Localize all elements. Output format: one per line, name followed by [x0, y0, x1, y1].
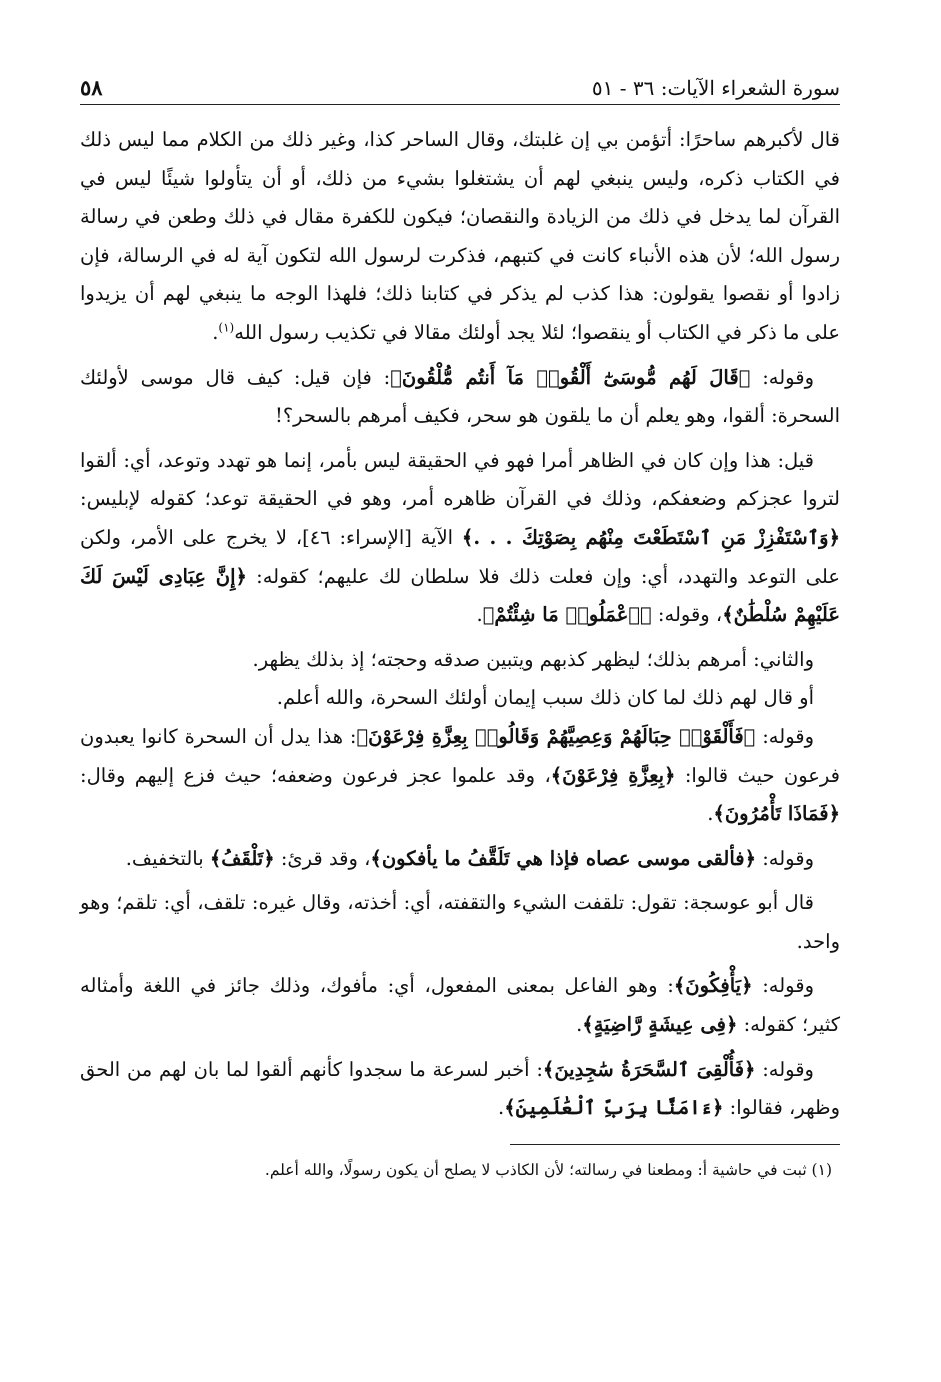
quran-quote: ﴿قَالَ لَهُم مُّوسَىٰٓ أَلْقُوا۟ مَآ أَنتُم مُّلْقُونَ﴾	[390, 365, 751, 389]
paragraph-7	[80, 840, 840, 879]
text-run: : أخبر لسرعة ما سجدوا كأنهم ألقوا لما بان لهم من الحق وظهر، فقالوا:	[80, 1057, 840, 1120]
paragraph-1-text: قال لأكبرهم ساحرًا: أتؤمن بي إن غلبتك، وقال الساحر كذا، وغير ذلك من الكلام مما ليس ذلك في الكتاب ذكره، وليس ينبغي لهم أن يشتغلوا بشيء من ذلك، أو أن يتأولوا شيئًا ليس في القرآن لما يدخل في ذلك من الزيادة والنقصان؛ فيكون للكفرة مقال في ذلك وطعن في رسالة رسول الله؛ لأن هذه الأنباء كانت في كتبهم، فذكرت لرسول الله لتكون آية له في الرسالة، فإن زادوا أو نقصوا يقولون: هذا كذب لم يذكر في كتابنا ذلك؛ فلهذا الوجه ما ينبغي لهم أن يزيدوا على ما ذكر في الكتاب أو ينقصوا؛ لئلا يجد أولئك مقالا في تكذيب رسول الله	[80, 128, 840, 344]
quran-quote: ﴿تَلْقَفُ﴾	[209, 846, 275, 870]
text-run: وقوله:	[750, 365, 814, 389]
page-header	[80, 48, 840, 100]
quran-quote: ﴿فَأُلْقِىَ ٱلسَّحَرَةُ سَٰجِدِينَ﴾	[542, 1057, 756, 1081]
page-number: ٥٨	[80, 75, 103, 100]
text-run: ، وقوله:	[651, 603, 723, 627]
text-run: : وهو الفاعل بمعنى المفعول، أي: مأفوك، وذلك جائز في اللغة وأمثاله كثير؛ كقوله:	[80, 974, 840, 1037]
quran-quote: ﴿ءَامَنَّا بِرَبِّ ٱلْعَٰلَمِينَ﴾	[504, 1096, 724, 1120]
text-run: .	[498, 1096, 505, 1120]
quran-quote: ﴿فألقى موسى عصاه فإذا هي تَلَقَّفُ ما يأفكون﴾	[370, 846, 757, 870]
text-run: : هذا يدل أن السحرة كانوا يعبدون فرعون حيث قالوا:	[80, 724, 840, 787]
paragraph-1: قال لأكبرهم ساحرًا: أتؤمن بي إن غلبتك، وقال الساحر كذا، وغير ذلك من الكلام مما ليس ذلك في الكتاب ذكره، وليس ينبغي لهم أن يشتغلوا بشيء من ذلك، أو أن يتأولوا شيئًا ليس في القرآن لما يدخل في ذلك من الزيادة والنقصان؛ فيكون للكفرة مقال في ذلك وطعن في رسالة رسول الله؛ لأن هذه الأنباء كانت في كتبهم، فذكرت لرسول الله لتكون آية له في الرسالة، فإن زادوا أو نقصوا يقولون: هذا كذب لم يذكر في كتابنا ذلك؛ فلهذا الوجه ما ينبغي لهم أن يزيدوا على ما ذكر في الكتاب أو ينقصوا؛ لئلا يجد أولئك مقالا في تكذيب رسول الله$^{(١)}$.	[80, 128, 840, 344]
paragraph-4: والثاني: أمرهم بذلك؛ ليظهر كذبهم ويتبين صدقه وحجته؛ إذ بذلك يظهر.	[252, 647, 814, 671]
quran-quote: ﴿بِعِزَّةِ فِرْعَوْنَ﴾	[550, 763, 676, 787]
paragraph-8: قال أبو عوسجة: تقول: تلقفت الشيء والتقفته، أي: أخذته، وقال غيره: تلقف، أي: تلقم؛ وهو واحد.	[80, 891, 840, 953]
quran-quote: ﴿وَٱسْتَفْزِزْ مَنِ ٱسْتَطَعْتَ مِنْهُم بِصَوْتِكَ . . .﴾	[461, 525, 841, 549]
text-run: وقوله:	[752, 974, 814, 998]
text-run: وقوله:	[756, 846, 814, 870]
text-run: : فإن قيل: كيف قال موسى لأولئك السحرة: ألقوا، وهو يعلم أن ما يلقون هو سحر، فكيف أمرهم بالسحر؟!	[80, 365, 840, 428]
footnote: (١) ثبت في حاشية أ: ومطعنا في رسالته؛ لأن الكاذب لا يصلح أن يكون رسولًا، والله أعلم.	[264, 1160, 832, 1179]
quran-quote: ﴿يَأْفِكُونَ﴾	[673, 974, 753, 998]
paragraph-9	[80, 967, 840, 1044]
paragraph-10	[80, 1051, 840, 1128]
footnote-rule	[510, 1144, 840, 1145]
quran-quote: ﴿إِنَّ عِبَادِى لَيْسَ لَكَ عَلَيْهِمْ سُلْطَٰنٌ﴾	[80, 564, 840, 627]
paragraph-3	[80, 442, 840, 635]
text-run: ، وقد قرئ:	[274, 846, 371, 870]
book-page	[80, 48, 840, 1185]
running-title: سورة الشعراء الآيات: ٣٦ - ٥١	[591, 76, 840, 100]
quran-quote: ﴿فَأَلْقَوْا۟ حِبَالَهُمْ وَعِصِيَّهُمْ وَقَالُوا۟ بِعِزَّةِ فِرْعَوْنَ﴾	[356, 724, 756, 748]
text-run: الآية [الإسراء: ٤٦]، لا يخرج على الأمر، ولكن على التوعد والتهدد، أي: وإن فعلت ذلك فلا سلطان لك عليهم؛ كقوله:	[80, 525, 840, 588]
text-run: بالتخفيف.	[125, 846, 210, 870]
text-run: ، وقد علموا عجز فرعون وضعفه؛ حيث فزع إليهم وقال:	[80, 763, 551, 787]
paragraph-5: أو قال لهم ذلك لما كان ذلك سبب إيمان أولئك السحرة، والله أعلم.	[276, 686, 814, 710]
paragraph-6	[80, 718, 840, 834]
quran-quote: ﴿ٱعْمَلُوا۟ مَا شِئْتُمْ﴾	[482, 603, 652, 627]
footnote-ref: (١)	[218, 320, 235, 335]
header-rule	[80, 104, 840, 105]
text-run: .	[707, 802, 714, 826]
quran-quote: ﴿فَمَاذَا تَأْمُرُونَ﴾	[713, 802, 840, 826]
paragraph-2	[80, 359, 840, 436]
text-run: وقوله:	[755, 724, 815, 748]
quran-quote: ﴿فِى عِيشَةٍ رَّاضِيَةٍ﴾	[582, 1013, 738, 1037]
text-run: .	[476, 603, 483, 627]
text-run: .	[576, 1013, 583, 1037]
text-run: وقوله:	[755, 1057, 814, 1081]
text-run: قيل: هذا وإن كان في الظاهر أمرا فهو في الحقيقة ليس بأمر، إنما هو تهدد وتوعد، أي: ألقوا لتروا عجزكم وضعفكم، وذلك في القرآن ظاهره أمر، وهو في الحقيقة توعد؛ كقوله لإبليس:	[80, 448, 840, 511]
